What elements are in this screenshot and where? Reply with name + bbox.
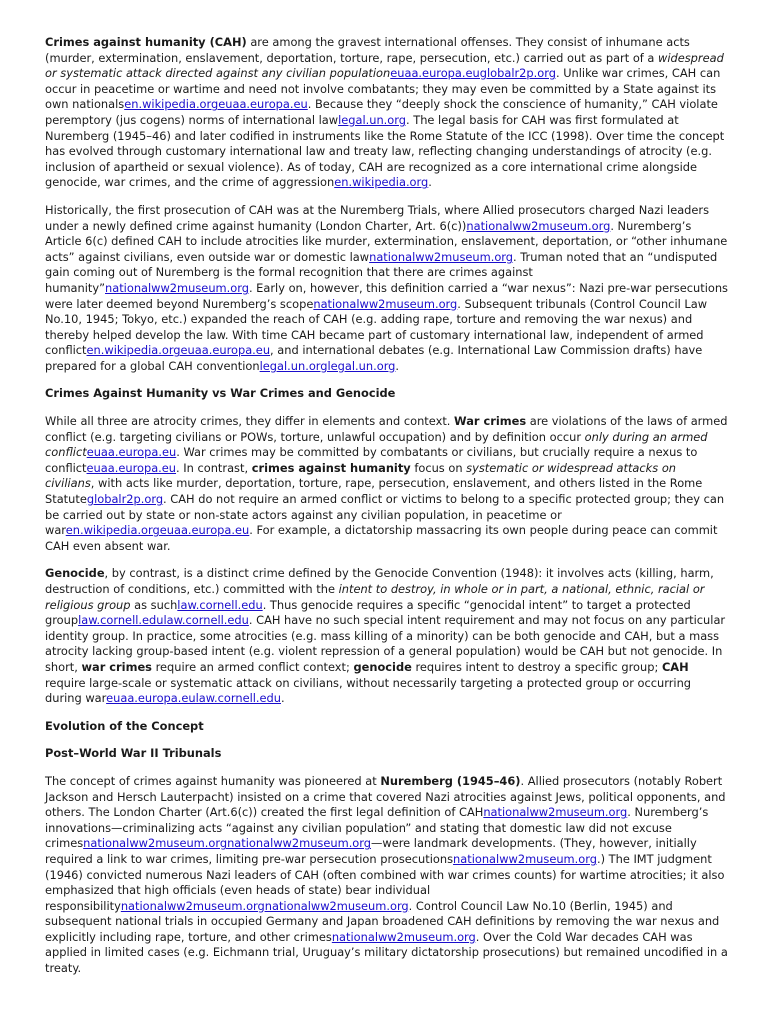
genocide-paragraph: Genocide, by contrast, is a distinct crime defined by the Genocide Convention (1948): it involves acts (killing, harm, destruction of conditions, etc.) committed with the intent to destroy, in whole or in part, a national, ethnic, racial or religious group as suchlaw.cornell.edu. Thus genocide requires a specific “genocidal intent” to target a protected grouplaw.cornell.edulaw.cornell.edu. CAH have no such special intent requirement and may not focus on any particular identity group. In practice, some atrocities (e.g. mass killing of a minority) can be both genocide and CAH, but a mass atrocity lacking group-based intent (e.g. violent repression of a general population) would be CAH but not genocide. In short, war crimes require an armed conflict context; genocide requires intent to destroy a specific group; CAH require large-scale or systematic attack on civilians, without necessarily targeting a protected group or occurring during wareuaa.europa.eulaw.cornell.edu. bbox=[45, 566, 726, 706]
source-link[interactable]: euaa.europa.eu bbox=[86, 445, 177, 460]
source-link[interactable]: legal.un.org bbox=[338, 112, 406, 127]
source-link[interactable]: nationalww2museum.org bbox=[483, 805, 628, 820]
postwar-paragraph: The concept of crimes against humanity was pioneered at Nuremberg (1945–46). Allied prosecutors (notably Robert Jackson and Hersch Lauterpacht) insisted on a crime that covered Nazi atrocities against Jews, political opponents, and others. The London Charter (Art.6(c)) created the first legal definition of CAHnationalww2museum.org. Nuremberg’s innovations—criminalizing acts “against any civilian population” and stating that domestic law did not excuse crimesnationalww2museum.orgnationalww2museum.org—were landmark developments. (They, however, initially required a link to war crimes, limiting pre-war persecution prosecutionsnationalww2museum.org.) The IMT judgment (1946) convicted numerous Nazi leaders of CAH (often combined with war crimes counts) for wartime atrocities; it also emphasized that high officials (even heads of state) bear individual responsibilitynationalww2museum.orgnationalww2museum.org. Control Council Law No.10 (Berlin, 1945) and subsequent national trials in occupied Germany and Japan broadened CAH definitions by removing the war nexus and explicitly including rape, torture, and other crimesnationalww2museum.org. Over the Cold War decades CAH was applied in limited cases (e.g. Eichmann trial, Uruguay’s military dictatorship prosecutions) but remained uncodified in a treaty. bbox=[45, 773, 728, 976]
section-heading-evolution: Evolution of the Concept bbox=[45, 718, 204, 733]
source-link[interactable]: nationalww2museum.org bbox=[369, 249, 514, 264]
source-link[interactable]: legal.un.orglegal.un.org bbox=[259, 358, 396, 373]
source-link[interactable]: en.wikipedia.orgeuaa.europa.eu bbox=[65, 523, 250, 538]
source-link[interactable]: nationalww2museum.org bbox=[313, 296, 458, 311]
intro-paragraph: Crimes against humanity (CAH) are among the gravest international offenses. They consist of inhumane acts (murder, extermination, enslavement, deportation, torture, rape, persecution, etc.) carried out as part of a widespread or systematic attack directed against any civilian populationeuaa.europa.euglobalr2p.org. Unlike war crimes, CAH can occur in peacetime or wartime and need not involve combatants; they may even be committed by a State against its own nationalsen.wikipedia.orgeuaa.europa.eu. Because they “deeply shock the conscience of humanity,” CAH violate peremptory (jus cogens) norms of international lawlegal.un.org. The legal basis for CAH was first formulated at Nuremberg (1945–46) and later codified in instruments like the Rome Statute of the ICC (1998). Over time the concept has evolved through customary international law and treaty law, reflecting changing understandings of atrocity (e.g. inclusion of apartheid or sexual violence). As of today, CAH are recognized as a core international crime alongside genocide, war crimes, and the crime of aggressionen.wikipedia.org. bbox=[45, 35, 725, 190]
source-link[interactable]: euaa.europa.eu bbox=[86, 460, 177, 475]
section-heading-comparison: Crimes Against Humanity vs War Crimes and Genocide bbox=[45, 386, 396, 401]
source-link[interactable]: globalr2p.org bbox=[86, 492, 164, 507]
source-link[interactable]: nationalww2museum.org bbox=[331, 929, 476, 944]
lead-term: Crimes against humanity (CAH) bbox=[45, 35, 247, 49]
source-link[interactable]: en.wikipedia.orgeuaa.europa.eu bbox=[86, 343, 271, 358]
source-link[interactable]: nationalww2museum.org bbox=[453, 851, 597, 866]
source-link[interactable]: nationalww2museum.org bbox=[466, 218, 611, 233]
history-paragraph: Historically, the first prosecution of CAH was at the Nuremberg Trials, where Allied prosecutors charged Nazi leaders under a newly defined crime against humanity (London Charter, Art. 6(c))nationalww2museum.org. Nuremberg’s Article 6(c) defined CAH to include atrocities like murder, extermination, enslavement, deportation, or “other inhumane acts” against civilians, even outside war or domestic lawnationalww2museum.org. Truman noted that an “undisputed gain coming out of Nuremberg is the formal recognition that there are crimes against humanity”nationalww2museum.org. Early on, however, this definition carried a “war nexus”: Nazi pre-war persecutions were later deemed beyond Nuremberg’s scopenationalww2museum.org. Subsequent tribunals (Control Council Law No.10, 1945; Tokyo, etc.) expanded the reach of CAH (e.g. adding rape, torture and removing the war nexus) and thereby helped develop the law. With time CAH became part of customary international law, independent of armed conflicten.wikipedia.orgeuaa.europa.eu, and international debates (e.g. International Law Commission drafts) have prepared for a global CAH conventionlegal.un.orglegal.un.org. bbox=[45, 202, 728, 373]
source-link[interactable]: en.wikipedia.orgeuaa.europa.eu bbox=[124, 97, 308, 112]
source-link[interactable]: nationalww2museum.org bbox=[105, 280, 249, 295]
source-link[interactable]: law.cornell.edulaw.cornell.edu bbox=[78, 613, 249, 628]
source-link[interactable]: law.cornell.edu bbox=[177, 597, 263, 612]
comparison-paragraph: While all three are atrocity crimes, they differ in elements and context. War crimes are violations of the laws of armed conflict (e.g. targeting civilians or POWs, torture, unlawful occupation) and by definition occur only during an armed conflicteuaa.europa.eu. War crimes may be committed by combatants or civilians, but crucially require a nexus to conflicteuaa.europa.eu. In contrast, crimes against humanity focus on systematic or widespread attacks on civilians, with acts like murder, deportation, torture, rape, persecution, enslavement, and others listed in the Rome Statuteglobalr2p.org. CAH do not require an armed conflict or victims to belong to a specific protected group; they can be carried out by state or non-state actors against any civilian population, in peacetime or waren.wikipedia.orgeuaa.europa.eu. For example, a dictatorship massacring its own people during peace can commit CAH even absent war. bbox=[45, 414, 728, 553]
subsection-heading-postwar: Post–World War II Tribunals bbox=[45, 746, 222, 761]
source-link[interactable]: euaa.europa.eulaw.cornell.edu bbox=[106, 691, 281, 706]
source-link[interactable]: euaa.europa.euglobalr2p.org bbox=[390, 66, 556, 81]
source-link[interactable]: en.wikipedia.org bbox=[334, 175, 429, 190]
source-link[interactable]: nationalww2museum.orgnationalww2museum.org bbox=[83, 836, 371, 851]
source-link[interactable]: nationalww2museum.orgnationalww2museum.org bbox=[120, 898, 409, 913]
